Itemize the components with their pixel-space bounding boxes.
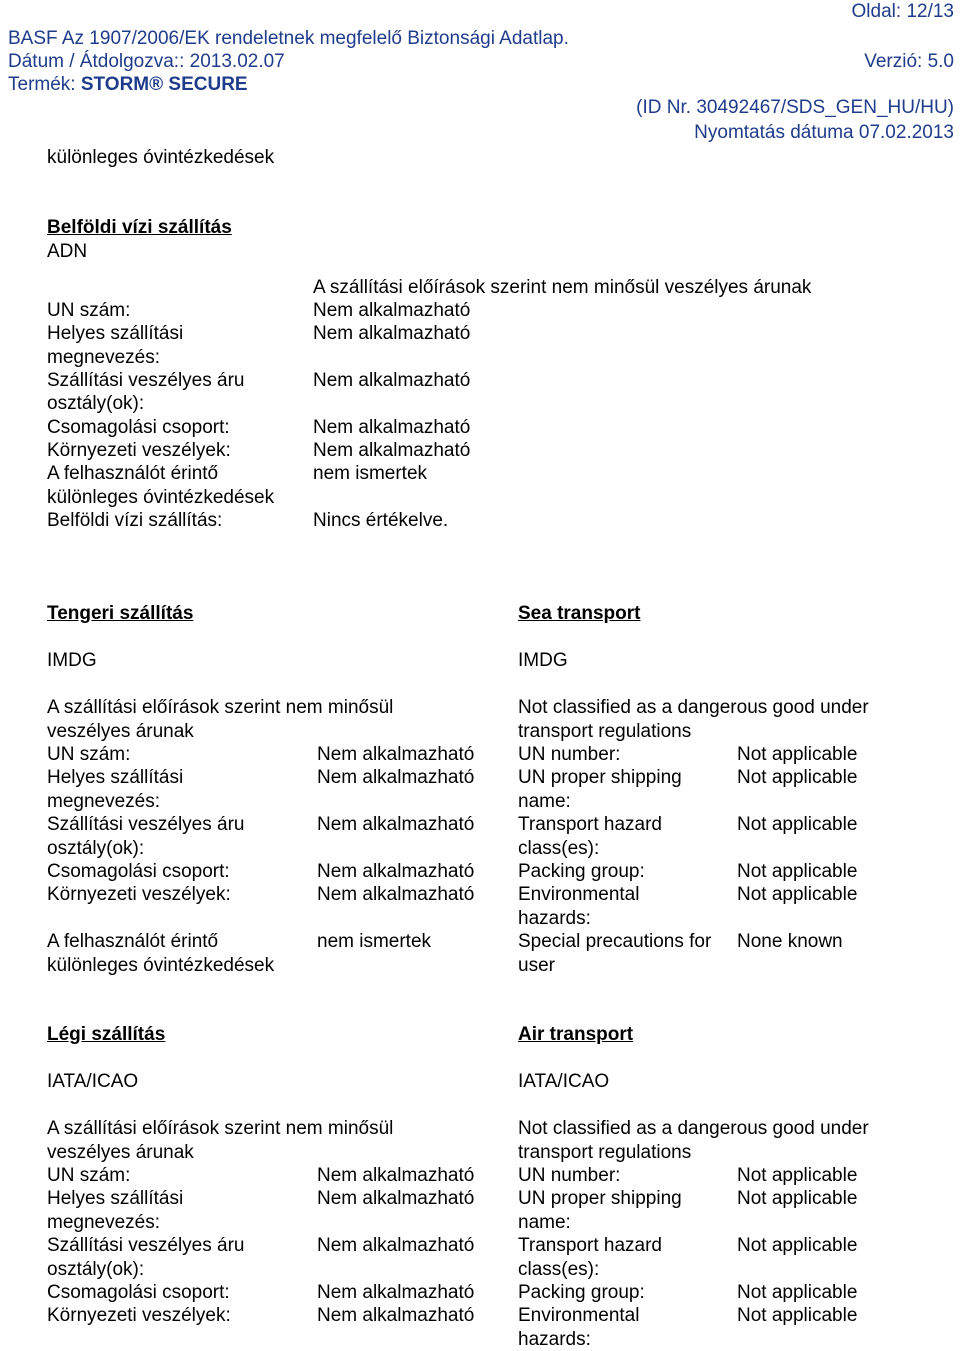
sea-en-value-pack: Not applicable: [737, 861, 858, 882]
inland-label-vessel: Belföldi vízi szállítás:: [47, 510, 223, 531]
sea-hu-label-un: UN szám:: [47, 744, 131, 765]
sea-en-value-env: Not applicable: [737, 884, 858, 905]
inland-title: Belföldi vízi szállítás: [47, 217, 232, 238]
version: Verzió: 5.0: [864, 51, 954, 72]
air-hu-value-env: Nem alkalmazható: [317, 1305, 475, 1326]
sea-hu-label-env: Környezeti veszélyek:: [47, 884, 231, 905]
sea-hu-label-prec: A felhasználót érintő különleges óvintézkedések: [47, 931, 275, 976]
sea-en-label-name: UN proper shipping name:: [518, 767, 682, 812]
sea-en-value-class: Not applicable: [737, 814, 858, 835]
air-en-value-env: Not applicable: [737, 1305, 858, 1326]
air-en-label-name: UN proper shipping name:: [518, 1188, 682, 1233]
air-hu-label-un: UN szám:: [47, 1165, 131, 1186]
document-id: (ID Nr. 30492467/SDS_GEN_HU/HU): [636, 97, 954, 118]
sea-en-label-prec: Special precautions for user: [518, 931, 712, 976]
product-label: Termék:: [8, 74, 81, 95]
sea-hu-value-prec: nem ismertek: [317, 931, 432, 952]
air-hu-label-class: Szállítási veszélyes áru osztály(ok):: [47, 1235, 245, 1280]
inland-label-class2: osztály(ok):: [47, 393, 145, 414]
air-en-title: Air transport: [518, 1024, 634, 1045]
inland-value-class: Nem alkalmazható: [313, 370, 471, 391]
page-number: Oldal: 12/13: [851, 1, 954, 22]
inland-value-pack: Nem alkalmazható: [313, 417, 471, 438]
sea-hu-status: A szállítási előírások szerint nem minősül veszélyes árunak: [47, 697, 394, 742]
air-hu-value-pack: Nem alkalmazható: [317, 1282, 475, 1303]
air-en-status: Not classified as a dangerous good under transport regulations: [518, 1118, 869, 1163]
product-name: STORM® SECURE: [80, 74, 248, 95]
air-hu-label-env: Környezeti veszélyek:: [47, 1305, 231, 1326]
sea-hu-value-class: Nem alkalmazható: [317, 814, 475, 835]
inland-status: A szállítási előírások szerint nem minősül veszélyes árunak: [313, 277, 812, 298]
air-en-value-un: Not applicable: [737, 1165, 858, 1186]
air-hu-code: IATA/ICAO: [47, 1071, 139, 1092]
inland-label-prec1: A felhasználót érintő: [47, 463, 219, 484]
inland-label-name1: Helyes szállítási: [47, 323, 184, 344]
inland-label-un: UN szám:: [47, 300, 131, 321]
sea-hu-value-env: Nem alkalmazható: [317, 884, 475, 905]
sea-en-label-class: Transport hazard class(es):: [518, 814, 662, 859]
air-en-code: IATA/ICAO: [518, 1071, 610, 1092]
inland-value-name: Nem alkalmazható: [313, 323, 471, 344]
sea-hu-value-name: Nem alkalmazható: [317, 767, 475, 788]
air-hu-label-name: Helyes szállítási megnevezés:: [47, 1188, 184, 1233]
air-hu-title: Légi szállítás: [47, 1024, 166, 1045]
air-en-label-class: Transport hazard class(es):: [518, 1235, 662, 1280]
air-hu-label-pack: Csomagolási csoport:: [47, 1282, 230, 1303]
inland-value-prec: nem ismertek: [313, 463, 428, 484]
air-en-label-un: UN number:: [518, 1165, 621, 1186]
inland-label-class1: Szállítási veszélyes áru: [47, 370, 245, 391]
sea-en-value-un: Not applicable: [737, 744, 858, 765]
sea-en-code: IMDG: [518, 650, 568, 671]
inland-value-env: Nem alkalmazható: [313, 440, 471, 461]
air-hu-status: A szállítási előírások szerint nem minősül veszélyes árunak: [47, 1118, 394, 1163]
air-en-value-class: Not applicable: [737, 1235, 858, 1256]
sea-hu-value-pack: Nem alkalmazható: [317, 861, 475, 882]
inland-value-vessel: Nincs értékelve.: [313, 510, 449, 531]
sea-hu-title: Tengeri szállítás: [47, 603, 194, 624]
air-en-label-env: Environmental hazards:: [518, 1305, 640, 1350]
revision-date: Dátum / Átdolgozva:: 2013.02.07: [8, 51, 285, 72]
sea-hu-code: IMDG: [47, 650, 97, 671]
air-hu-value-un: Nem alkalmazható: [317, 1165, 475, 1186]
air-en-value-name: Not applicable: [737, 1188, 858, 1209]
sea-hu-label-name: Helyes szállítási megnevezés:: [47, 767, 184, 812]
sea-en-label-pack: Packing group:: [518, 861, 645, 882]
inland-value-un: Nem alkalmazható: [313, 300, 471, 321]
sea-hu-value-un: Nem alkalmazható: [317, 744, 475, 765]
sea-en-title: Sea transport: [518, 603, 641, 624]
document-title: BASF Az 1907/2006/EK rendeletnek megfelelő Biztonsági Adatlap.: [8, 28, 569, 49]
print-date: Nyomtatás dátuma 07.02.2013: [694, 122, 954, 143]
sea-en-value-name: Not applicable: [737, 767, 858, 788]
sea-hu-label-class: Szállítási veszélyes áru osztály(ok):: [47, 814, 245, 859]
sea-en-label-env: Environmental hazards:: [518, 884, 640, 929]
inland-code: ADN: [47, 241, 88, 262]
sea-en-status: Not classified as a dangerous good under transport regulations: [518, 697, 869, 742]
inland-label-env: Környezeti veszélyek:: [47, 440, 231, 461]
air-en-value-pack: Not applicable: [737, 1282, 858, 1303]
inland-label-pack: Csomagolási csoport:: [47, 417, 230, 438]
sea-hu-label-pack: Csomagolási csoport:: [47, 861, 230, 882]
sea-en-value-prec: None known: [737, 931, 843, 952]
sea-en-label-un: UN number:: [518, 744, 621, 765]
product-line: [8, 73, 248, 96]
air-hu-value-name: Nem alkalmazható: [317, 1188, 475, 1209]
air-hu-value-class: Nem alkalmazható: [317, 1235, 475, 1256]
inland-label-prec2: különleges óvintézkedések: [47, 487, 275, 508]
inland-label-name2: megnevezés:: [47, 347, 161, 368]
top-fragment: különleges óvintézkedések: [47, 147, 275, 168]
air-en-label-pack: Packing group:: [518, 1282, 645, 1303]
